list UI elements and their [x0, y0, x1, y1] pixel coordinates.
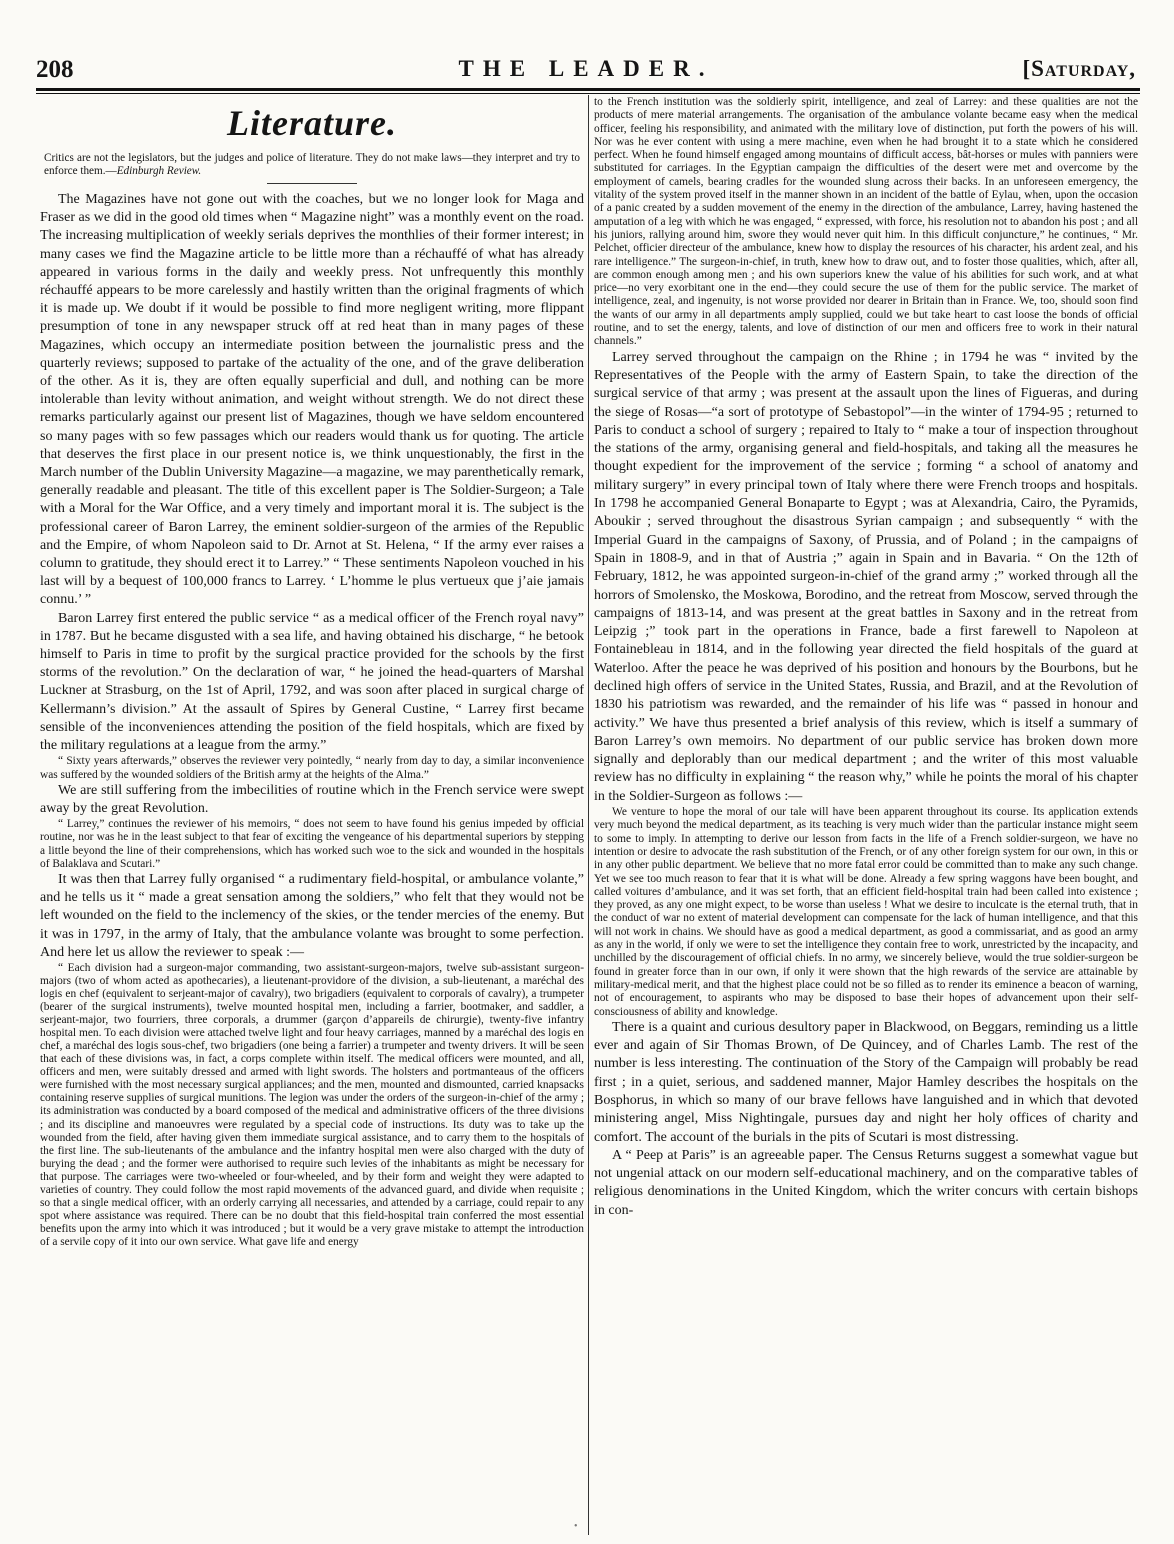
quoted-extract: “ Each division had a surgeon-major commanding, two assistant-surgeon-majors, twelve sub-assistant surgeon-majors (two of whom acted as apothecaries), a lieutenant-providore of the division, a sub-lieutenant, a maréchal des logis en chef (equivalent to serjeant-major of cavalry), two brigadiers (equivalent to corporals of cavalry), a trumpeter (bearer of the surgical instruments), twelve mounted hospital men, including a farrier, bootmaker, and saddler, a serjeant-major, two fourriers, three corporals, a drummer (garçon d’appareils de chirurgie), twenty-five infantry hospital men. To each division were attached twelve light and four heavy carriages, manned by a maréchal des logis en chef, a maréchal des logis sous-chef, two brigadiers (one being a farrier) a trumpeter and twenty drivers. It will be seen that each of these divisions was, in fact, a corps complete within itself. The medical officers were mounted, and all, officers and men, were suitably dressed and armed with light swords. The holsters and portmanteaus of the officers were furnished with the most necessary surgical appliances; and the men, mounted and dismounted, carried knapsacks containing reserve supplies of surgical munitions. The legion was under the orders of the surgeon-in-chief of the army ; its administration was conducted by a board composed of the medical and administrative officers of the three divisions ; and its discipline and manoeuvres were regulated by a special code of instructions. Its duty was to take up the wounded from the field, after having given them immediate surgical assistance, and to carry them to the hospitals of the first line. The sub-lieutenants of the ambulance and the infantry hospital men were also charged with the duty of burying the dead ; and the former were authorised to require such levies of the inhabitants as might be necessary for that purpose. The carriages were two-wheeled or four-wheeled, and by their form and weight they were adapted to varieties of country. They could follow the most rapid movements of the advanced guard, and divide when requisite ; so that a single medical officer, with an orderly carrying all necessaries, and attended by a carriage, could repair to any spot where assistance was required. There can be no doubt that this field-hospital train conferred the most essential benefits upon the army into which it was introduced ; but it would be a very grave mistake to attempt the introduction of a servile copy of it into our own service. What gave life and energy: [40, 961, 584, 1248]
page-header: [36, 56, 1136, 86]
epigraph: [44, 152, 580, 178]
page-number: 208: [36, 56, 74, 83]
right-column: [594, 96, 1138, 1536]
epigraph-source: Edinburgh Review.: [116, 165, 202, 177]
epigraph-divider: [267, 183, 357, 184]
header-rule-thin: [36, 93, 1140, 94]
paragraph: We are still suffering from the imbecilities of routine which in the French service were swept away by the great Revolution.: [40, 782, 584, 816]
quoted-extract: We venture to hope the moral of our tale will have been apparent throughout its course. Its application extends very much beyond the medical department, as its teaching is very much wider than the particular instance might seem to some to imply. In attempting to derive our lesson from facts in the life of a French soldier-surgeon, we have no intention or desire to advocate the rash substitution of the French, or of any other foreign system for our own, in this or in any other public department. We believe that no more fatal error could be committed than to make any such change. Yet we see too much reason to fear that it is what will be done. Already a few spring waggons have been bought, and called voitures d’ambulance, and it was set forth, that an efficient field-hospital train had been called into existence ; they proved, as any one might expect, to be worse than useless ! What we desire to inculcate is the eternal truth, that in the conduct of war no extent of material development can compensate for the lack of human intelligence, and that this will not work in chains. We should have as good a medical department, as good a commissariat, and as good an army as any in the world, if only we were to set the intelligence they contain free to work, unrestricted by the incapacity, and unchilled by the discouragement of official chiefs. In no army, we sincerely believe, would the true soldier-surgeon be found in greater force than in our own, if only it were shown that the high rewards of the service are attainable by military-medical merit, and that the highest place could not be so filled as to render its eminence a beacon of warning, not of encouragement, to aspirants who may be disposed to base their hopes of advancement upon their self-consciousness of ability and knowledge.: [594, 806, 1138, 1018]
paragraph: Larrey served throughout the campaign on the Rhine ; in 1794 he was “ invited by the Representatives of the People with the army of Eastern Spain, to take the direction of the surgical service of that army ; was present at the assault upon the lines of Figueras, and during the siege of Rosas—“a sort of prototype of Sebastopol”—in the winter of 1794-95 ; returned to Paris to conduct a school of surgery ; repaired to Italy to “ make a tour of inspection throughout the stations of the army, organising general and field-hospitals, and taking all the measures he thought expedient for the improvement of the service ; forming “ a school of anatomy and military surgery” in every principal town of Italy where there were French troops and hospitals. In 1798 he accompanied General Bonaparte to Egypt ; was at Alexandria, Cairo, the Pyramids, Aboukir ; served throughout the disastrous Syrian campaign ; and subsequently “ with the Imperial Guard in the campaigns of Saxony, of Prussia, and of Poland ; in the campaigns of Spain in 1808-9, and in that of Austria ;” again in Spain and in Bavaria. “ On the 12th of February, 1812, he was appointed surgeon-in-chief of the grand army ;” worked through all the horrors of Smolensko, the Moskowa, Borodino, and the retreat from Moscow, served through the campaigns of 1813-14, and was present at the great battles in Saxony and in the retreat from Leipzig ;” took part in the operations in France, bade a first farewell to Napoleon at Fontainebleau in 1814, and in the following year directed the field hospitals of the guard at Waterloo. After the peace he was deprived of his position and honours by the Bourbons, but he declined high offers of service in the United States, Russia, and Brazil, and at the Revolution of 1830 his patriotism was rewarded, and the remainder of his life was “ passed in honour and activity.” We have thus presented a brief analysis of this review, which is itself a summary of Baron Larrey’s own memoirs. No department of our public service has broken down more signally and deplorably than our medical department ; and the writer of this most valuable review has no difficulty in explaining “ the reason why,” while he points the moral of his chapter in the Soldier-Surgeon as follows :—: [594, 349, 1138, 804]
header-date: [Saturday,: [1022, 56, 1136, 81]
paragraph: Baron Larrey first entered the public service “ as a medical officer of the French royal navy” in 1787. But he became disgusted with a sea life, and having obtained his discharge, “ he betook himself to Paris in time to profit by the surgical practice provided for the schools by the first storms of the revolution.” On the declaration of war, “ he joined the head-quarters of Marshal Luckner at Strasburg, on the 1st of April, 1792, and was soon after placed in surgical charge of Kellermann’s division.” At the assault of Spires by General Custine, “ Larrey first became sensible of the inconveniences attending the position of the field hospitals, which are fixed by the military regulations at a league from the army.”: [40, 610, 584, 754]
masthead-title: THE LEADER.: [458, 56, 714, 81]
quoted-extract: “ Sixty years afterwards,” observes the reviewer very pointedly, “ nearly from day to day, a similar inconvenience was suffered by the wounded soldiers of the British army at the heights of the Alma.”: [40, 755, 584, 781]
quoted-extract-continued: to the French institution was the soldierly spirit, intelligence, and zeal of Larrey: and these qualities are not the products of mere material arrangements. The organisation of the ambulance volante became easy when the medical officer, feeling his responsibility, and animated with the military love of distinction, put forth the powers of his will. Nor was he ever content with using a mere machine, even when he had brought it to a state which he considered perfect. When he found himself engaged among mountains of difficult access, bât-horses or mules with panniers were substituted for carriages. In the Egyptian campaign the difficulties of the desert were met and overcome by the employment of camels, bearing cradles for the wounded slung across their backs. In an unforeseen emergency, the vitality of the system proved itself in the manner shown in an incident of the battle of Eylau, when, upon the occasion of a panic created by a sudden movement of the enemy in the direction of the ambulance, Larrey, having hastened the amputation of a leg with which he was engaged, “ expressed, with force, his resolution not to abandon his post ; and all his juniors, rallying around him, swore they would never quit him. In this difficult conjuncture,” he continues, “ Mr. Pelchet, officier directeur of the ambulance, knew how to display the resources of his character, his ardent zeal, and his rare intelligence.” The surgeon-in-chief, in truth, knew how to draw out, and to foster those qualities, which, after all, are common enough among men ; and his own superiors knew the value of his abilities for such work, and at what price—no very exorbitant one in the end—they could secure the use of them for the public service. The market of intelligence, zeal, and ingenuity, is not worse provided nor dearer in Britain than in France. We, too, should soon find the wants of our army in all departments amply supplied, could we but take heart to cast loose the bonds of official routine, and to set the energy, talents, and love of distinction of our men and officers free to work in their natural channels.”: [594, 96, 1138, 348]
epigraph-text: Critics are not the legislators, but the judges and police of literature. They do not make laws—they interpret and try to enforce them.—: [44, 152, 580, 177]
left-column: [40, 96, 584, 1536]
header-rule-thick: [36, 88, 1140, 91]
paragraph: A “ Peep at Paris” is an agreeable paper. The Census Returns suggest a somewhat vague but not ungenial attack on our modern self-educational machinery, and on the comparative tables of religious denominations in the United Kingdom, which the writer concurs with certain bishops in con-: [594, 1147, 1138, 1218]
footer-mark: •: [574, 1521, 578, 1532]
paragraph: There is a quaint and curious desultory paper in Blackwood, on Beggars, reminding us a little ever and again of Sir Thomas Brown, of De Quincey, and of Charles Lamb. The rest of the number is less interesting. The continuation of the Story of the Campaign will probably be read first ; in a quiet, serious, and saddened manner, Major Hamley describes the hospitals on the Bosphorus, in which so many of our brave fellows have languished and in which that devoted ministering angel, Miss Nightingale, pursues day and night her holy offices of charity and comfort. The account of the burials in the pits of Scutari is most distressing.: [594, 1019, 1138, 1145]
column-divider: [588, 95, 589, 1535]
paragraph: The Magazines have not gone out with the coaches, but we no longer look for Maga and Fraser as we did in the good old times when “ Magazine night” was a monthly event on the road. The increasing multiplication of weekly serials deprives the monthlies of their former interest; in many cases we find the Magazine article to be little more than a réchauffé of what has already appeared in various forms in the daily and weekly press. Not unfrequently this monthly réchauffé appears to be more carelessly and hastily written than the original fragments of which it is made up. We doubt if it would be possible to find more negligent writing, more flippant presumption of tone in any newspaper struck off at red heat than in many pages of these Magazines, which occupy an intermediate position between the journalistic press and the quarterly reviews; supposed to partake of the actuality of the one, and of the grave deliberation of the other. As it is, they are often equally superficial and dull, and nothing can be more intolerable than levity without animation, and weight without strength. We do not direct these remarks particularly against our present list of Magazines, though we have seldom encountered so many pages with so few passages which our readers would thank us for quoting. The article that deserves the first place in our present notice is, we think unquestionably, the first in the March number of the Dublin University Magazine—a magazine, we may parenthetically remark, generally readable and pleasant. The title of this excellent paper is The Soldier-Surgeon; a Tale with a Moral for the War Office, and a very timely and important moral it is. The subject is the professional career of Baron Larrey, the eminent soldier-surgeon of the armies of the Republic and the Empire, of whom Napoleon said to Dr. Arnot at St. Helena, “ If the army ever raises a column to gratitude, they should erect it to Larrey.” “ These sentiments Napoleon vouched in his last will by a bequest of 100,000 francs to Larrey. ‘ L’homme le plus vertueux que j’aie jamais connu.’ ”: [40, 192, 584, 608]
quoted-extract: “ Larrey,” continues the reviewer of his memoirs, “ does not seem to have found his genius impeded by official routine, nor was he in the least subject to that fear of exciting the vengeance of his departmental superiors by stepping a little beyond the line of their comprehensions, which has worked such woe to the sick and wounded in the hospitals of Balaklava and Scutari.”: [40, 818, 584, 870]
paragraph: It was then that Larrey fully organised “ a rudimentary field-hospital, or ambulance volante,” and he tells us it “ made a great sensation among the soldiers,” who felt that they would not be left wounded on the field to the inclemency of the skies, or the tender mercies of the enemy. But it was in 1797, in the army of Italy, that the ambulance volante was brought to some perfection. And here let us allow the reviewer to speak :—: [40, 871, 584, 960]
section-title: Literature.: [227, 103, 397, 143]
